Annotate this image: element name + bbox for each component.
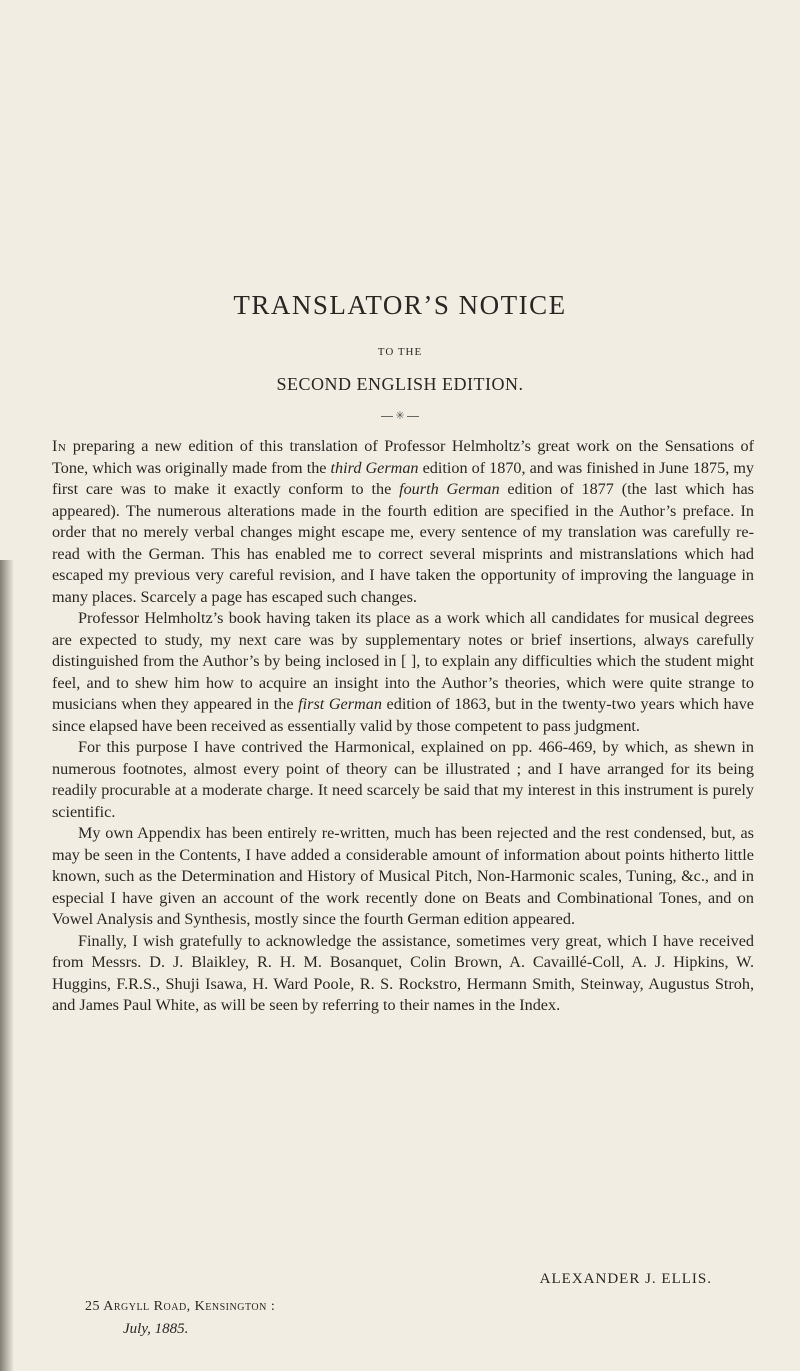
paragraph-text: preparing a new edition of this translation of Professor Helmholtz’s great work on the Sensations of Tone, which was originally made from the: [52, 437, 754, 477]
section-ornament: [0, 409, 800, 422]
paragraph-1: [52, 436, 754, 608]
author-address: 25 Argyll Road, Kensington :: [85, 1299, 276, 1314]
paragraph-text: Professor Helmholtz’s book having taken its place as a work which all candidates for musical degrees are expected to study, my next care was by supplementary notes or brief insertions, always carefully distinguished from the Author’s by being inclosed in [ ], to explain any difficulties which the student might feel, and to shew him how to acquire an insight into the Author’s theories, which were quite strange to musicians when they appeared in the: [52, 609, 754, 713]
page-subtitle: SECOND ENGLISH EDITION.: [276, 374, 524, 394]
notice-date: July, 1885.: [123, 1321, 189, 1337]
page-title: TRANSLATOR’S NOTICE: [233, 290, 567, 320]
paragraph-lead-word: In: [52, 437, 67, 455]
emphasis-text: first German: [298, 695, 382, 713]
paragraph-4: [52, 823, 754, 931]
paragraph-2: [52, 608, 754, 737]
notice-body: [52, 436, 754, 1017]
ornament-rule-right: [407, 416, 419, 417]
binding-shadow: [0, 560, 14, 1371]
paragraph-text: For this purpose I have contrived the Harmonical, explained on pp. 466-469, by which, as shewn in numerous footnotes, almost every point of theory can be illustrated ; and I have arranged for its being readily procurable at a moderate charge. It need scarcely be said that my interest in this instrument is purely scientific.: [52, 738, 754, 821]
title-connector: TO THE: [377, 346, 423, 358]
emphasis-text: fourth German: [399, 480, 500, 498]
paragraph-5: [52, 931, 754, 1017]
paragraph-text: edition of 1870, and was finished in June 1875, my first care was to make it exactly conform to the: [52, 458, 755, 498]
paragraph-text: edition of 1863, but in the twenty-two years which have since elapsed have been received as essentially valid by those competent to pass judgment.: [52, 695, 754, 735]
ornament-rule-left: [381, 416, 393, 417]
emphasis-text: third German: [330, 458, 419, 477]
paragraph-text: edition of 1877 (the last which has appeared). The numerous alterations made in the fourth edition are specified in the Author’s preface. In order that no merely verbal changes might escape me, every sentence of my translation was carefully re-read with the German. This has enabled me to correct several misprints and mistranslations which had escaped my previous very careful revision, and I have taken the opportunity of improving the language in many places. Scarcely a page has escaped such changes.: [52, 480, 754, 606]
ornament-glyph: ✳: [395, 410, 405, 422]
author-signature: ALEXANDER J. ELLIS.: [539, 1271, 712, 1287]
paragraph-3: [52, 737, 754, 823]
paragraph-text: Finally, I wish gratefully to acknowledge the assistance, sometimes very great, which I have received from Messrs. D. J. Blaikley, R. H. M. Bosanquet, Colin Brown, A. Cavaillé-Coll, A. J. Hipkins, W. Huggins, F.R.S., Shuji Isawa, H. Ward Poole, R. S. Rockstro, Hermann Smith, Steinway, Augustus Stroh, and James Paul White, as will be seen by referring to their names in the Index.: [52, 931, 754, 1014]
paragraph-text: My own Appendix has been entirely re-written, much has been rejected and the rest condensed, but, as may be seen in the Contents, I have added a considerable amount of information about points hitherto little known, such as the Determination and History of Musical Pitch, Non-Harmonic scales, Tuning, &c., and in especial I have given an account of the work recently done on Beats and Combinational Tones, and on Vowel Analysis and Synthesis, mostly since the fourth German edition appeared.: [52, 824, 754, 928]
